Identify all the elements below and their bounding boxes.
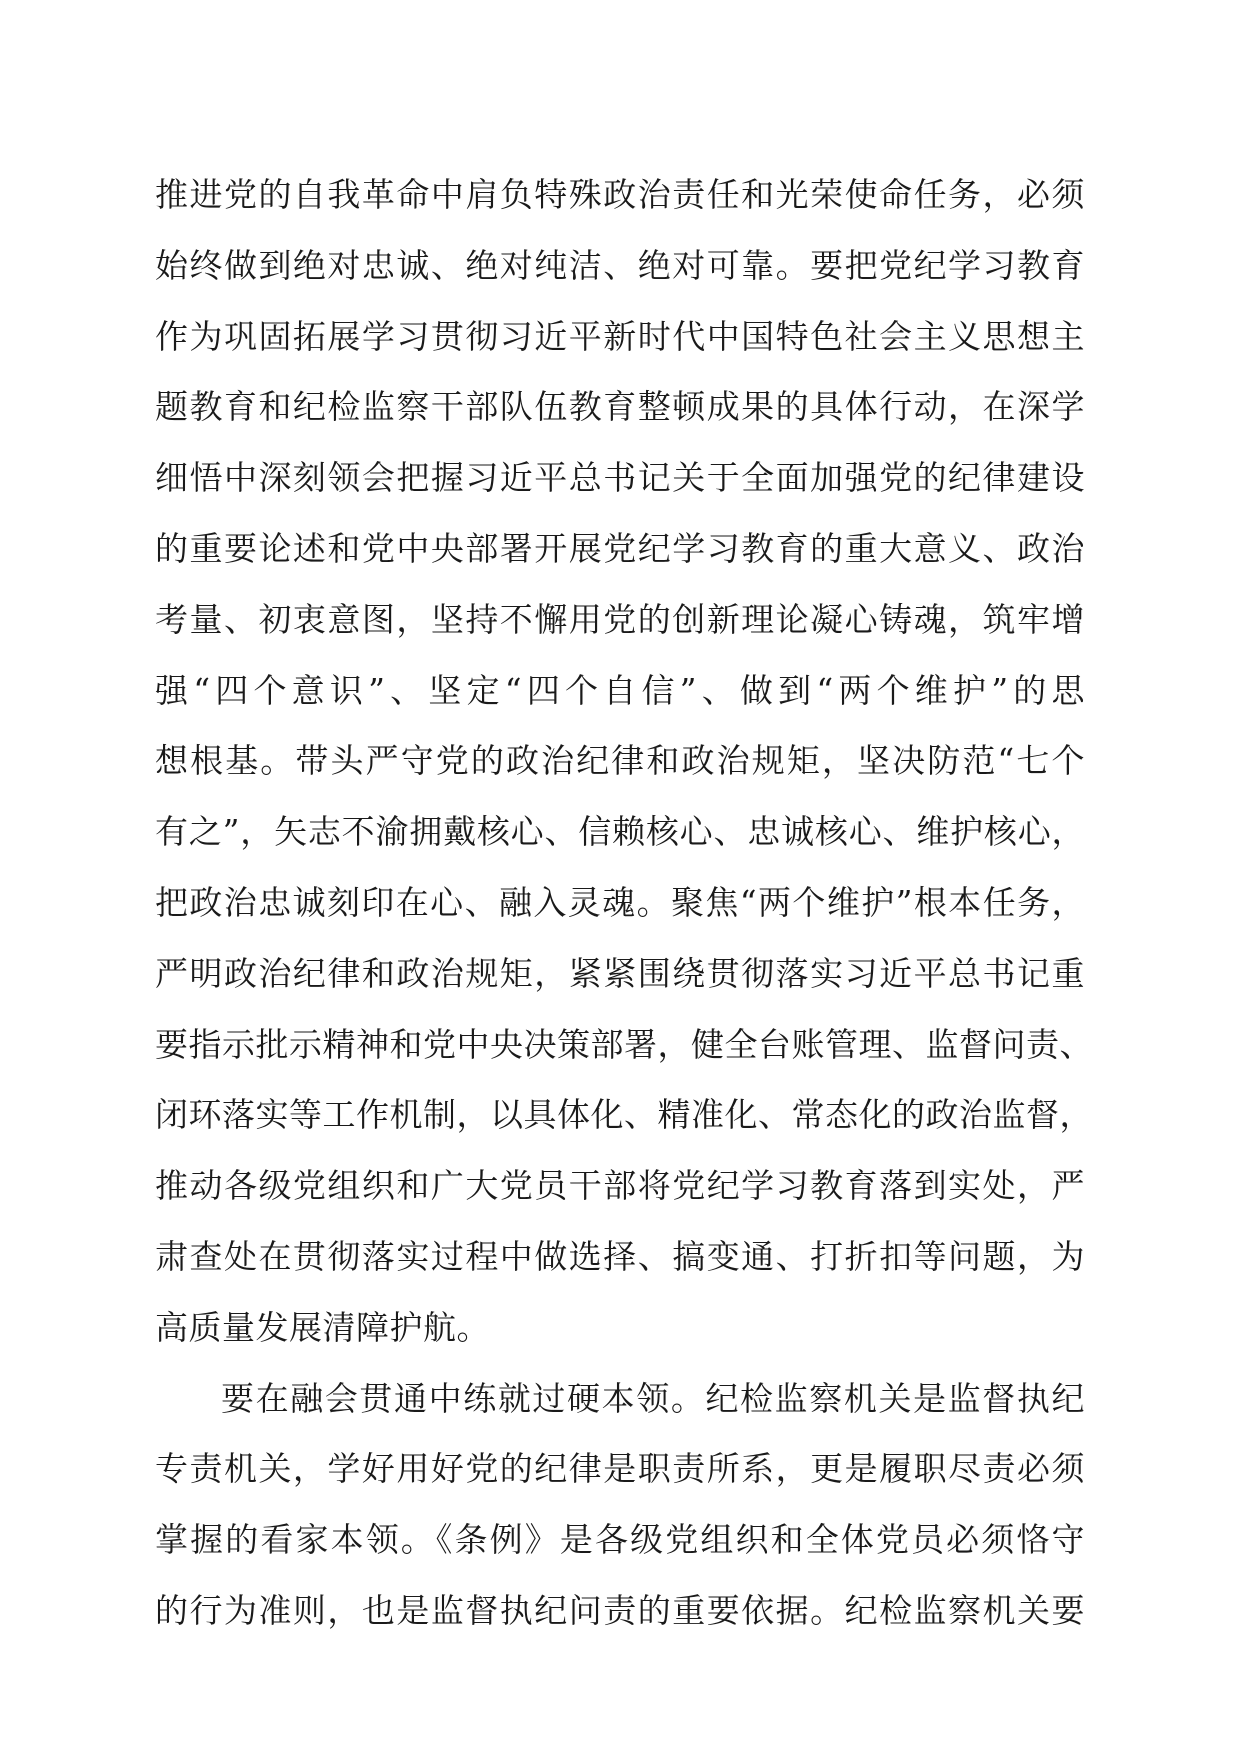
text-line: 专责机关，学好用好党的纪律是职责所系，更是履职尽责必须	[155, 1449, 1085, 1489]
text-line: 想根基。带头严守党的政治纪律和政治规矩，坚决防范“七个	[155, 741, 1085, 781]
text-line: 严明政治纪律和政治规矩，紧紧围绕贯彻落实习近平总书记重	[155, 953, 1085, 993]
paragraph-end-line: 高质量发展清障护航。	[155, 1307, 490, 1347]
text-line: 闭环落实等工作机制，以具体化、精准化、常态化的政治监督，	[155, 1095, 1093, 1135]
text-line: 始终做到绝对忠诚、绝对纯洁、绝对可靠。要把党纪学习教育	[155, 245, 1085, 285]
text-line: 肃查处在贯彻落实过程中做选择、搞变通、打折扣等问题，为	[155, 1236, 1085, 1276]
text-line: 的重要论述和党中央部署开展党纪学习教育的重大意义、政治	[155, 528, 1085, 568]
text-line: 的行为准则，也是监督执纪问责的重要依据。纪检监察机关要	[155, 1590, 1085, 1630]
body-text	[155, 160, 1093, 1647]
text-line: 作为巩固拓展学习贯彻习近平新时代中国特色社会主义思想主	[155, 316, 1085, 356]
text-line: 把政治忠诚刻印在心、融入灵魂。聚焦“两个维护”根本任务，	[155, 882, 1085, 922]
text-line: 细悟中深刻领会把握习近平总书记关于全面加强党的纪律建设	[155, 458, 1085, 498]
text-line: 强“四个意识”、坚定“四个自信”、做到“两个维护”的思	[155, 670, 1085, 710]
text-line: 考量、初衷意图，坚持不懈用党的创新理论凝心铸魂，筑牢增	[155, 599, 1085, 639]
text-line: 推动各级党组织和广大党员干部将党纪学习教育落到实处，严	[155, 1166, 1085, 1206]
text-line: 掌握的看家本领。《条例》是各级党组织和全体党员必须恪守	[155, 1520, 1085, 1560]
paragraph-start-line: 要在融会贯通中练就过硬本领。纪检监察机关是监督执纪	[221, 1378, 1085, 1418]
text-line: 要指示批示精神和党中央决策部署，健全台账管理、监督问责、	[155, 1024, 1093, 1064]
text-line: 有之”，矢志不渝拥戴核心、信赖核心、忠诚核心、维护核心，	[155, 812, 1085, 852]
text-line: 题教育和纪检监察干部队伍教育整顿成果的具体行动，在深学	[155, 387, 1085, 427]
text-line: 推进党的自我革命中肩负特殊政治责任和光荣使命任务，必须	[155, 175, 1085, 214]
